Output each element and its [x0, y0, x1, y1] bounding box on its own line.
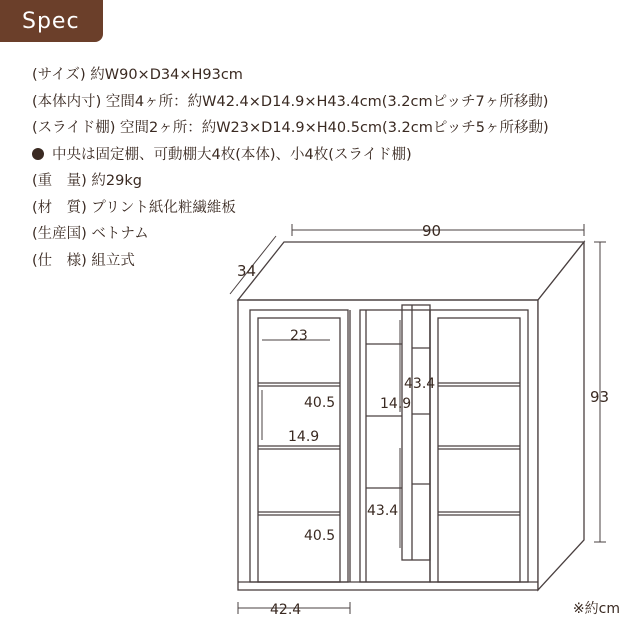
spec-size: (サイズ) 約W90×D34×H93cm — [32, 67, 243, 83]
dim-depth: 34 — [237, 262, 257, 280]
spec-origin: (生産国) ベトナム — [32, 226, 149, 242]
dim-inner-height-bottom: 43.4 — [367, 503, 399, 519]
dim-slide-width: 23 — [290, 328, 308, 344]
spec-material: (材 質) プリント紙化粧繊維板 — [32, 199, 236, 216]
cabinet-outline — [238, 242, 584, 590]
spec-slide: (スライド棚) 空間2ヶ所：約W23×D14.9×H40.5cm(3.2cmピッチ5ヶ所移動) — [32, 120, 549, 136]
dim-width: 90 — [422, 222, 442, 240]
dim-slide-height-top: 40.5 — [304, 395, 336, 411]
dim-inner-width: 42.4 — [270, 602, 302, 618]
spec-weight: (重 量) 約29kg — [32, 173, 142, 189]
spec-inner: (本体内寸) 空間4ヶ所：約W42.4×D14.9×H43.4cm(3.2cmピッチ7ヶ所移動) — [32, 93, 549, 110]
unit-note: ※約cm — [572, 601, 620, 617]
spec-assembly: (仕 様) 組立式 — [32, 252, 135, 269]
dim-height: 93 — [590, 388, 610, 406]
dim-slide-depth: 14.9 — [288, 429, 320, 445]
spec-header-label: Spec — [22, 8, 80, 34]
dim-slide-height-bottom: 40.5 — [304, 528, 336, 544]
dim-inner-depth: 14.9 — [380, 396, 412, 412]
dim-inner-height-top: 43.4 — [404, 376, 436, 392]
spec-center-text: 中央は固定棚、可動棚大4枚(本体)、小4枚(スライド棚) — [52, 146, 412, 163]
